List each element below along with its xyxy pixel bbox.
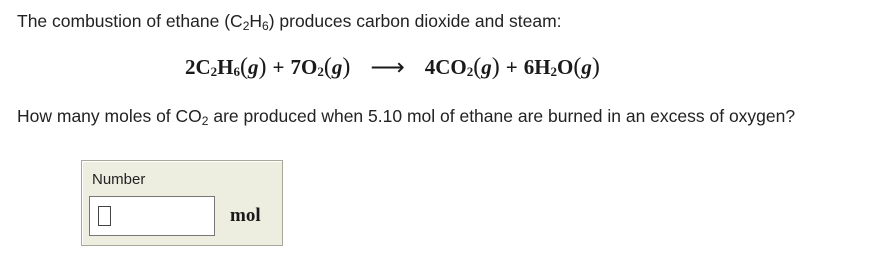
reaction-arrow-icon: ⟶	[370, 55, 405, 81]
question-after: are produced when 5.10 mol of ethane are burned in an excess of oxygen?	[208, 106, 796, 126]
answer-unit: mol	[230, 205, 261, 226]
intro-text	[17, 11, 562, 32]
intro-sub-6: 6	[262, 19, 269, 33]
answer-panel	[81, 160, 283, 246]
question-before: How many moles of CO	[17, 106, 202, 126]
eq-plus-2: +	[505, 55, 518, 79]
eq-product2-sub: 2	[550, 64, 558, 79]
eq-product2-coef: 6H	[523, 55, 551, 79]
eq-reactant1-phase: g	[248, 55, 259, 79]
eq-reactant2-coef: 7O	[290, 55, 318, 79]
eq-reactant1-sub1: 2	[210, 64, 218, 79]
chemical-equation: $2C_2H_6(g) + 7O_2(g)$ ⟶ $4CO_2(g) + 6H_2O(g)$	[185, 54, 600, 81]
eq-product1-sub: 2	[466, 64, 474, 79]
answer-input[interactable]	[90, 197, 214, 235]
answer-label: Number	[92, 171, 146, 188]
eq-reactant1-coef: 2C	[185, 55, 211, 79]
eq-product1-phase: g	[481, 55, 492, 79]
eq-reactant2-sub: 2	[317, 64, 324, 79]
eq-reactant2-phase: g	[331, 55, 343, 79]
eq-reactant1-h: H	[217, 55, 234, 79]
intro-before: The combustion of ethane (C	[17, 11, 243, 31]
intro-sub-2: 2	[242, 19, 250, 33]
question-text	[17, 106, 795, 127]
eq-product2-phase: g	[581, 55, 592, 79]
intro-h: H	[249, 11, 263, 31]
eq-product2-o: O	[557, 55, 574, 79]
answer-field-wrapper[interactable]	[89, 196, 215, 236]
eq-reactant1-sub2: 6	[233, 64, 241, 79]
eq-plus-1: +	[272, 55, 285, 79]
intro-after: ) produces carbon dioxide and steam:	[268, 11, 562, 31]
question-sub-2: 2	[201, 114, 209, 128]
eq-product1-coef: 4CO	[424, 55, 467, 79]
